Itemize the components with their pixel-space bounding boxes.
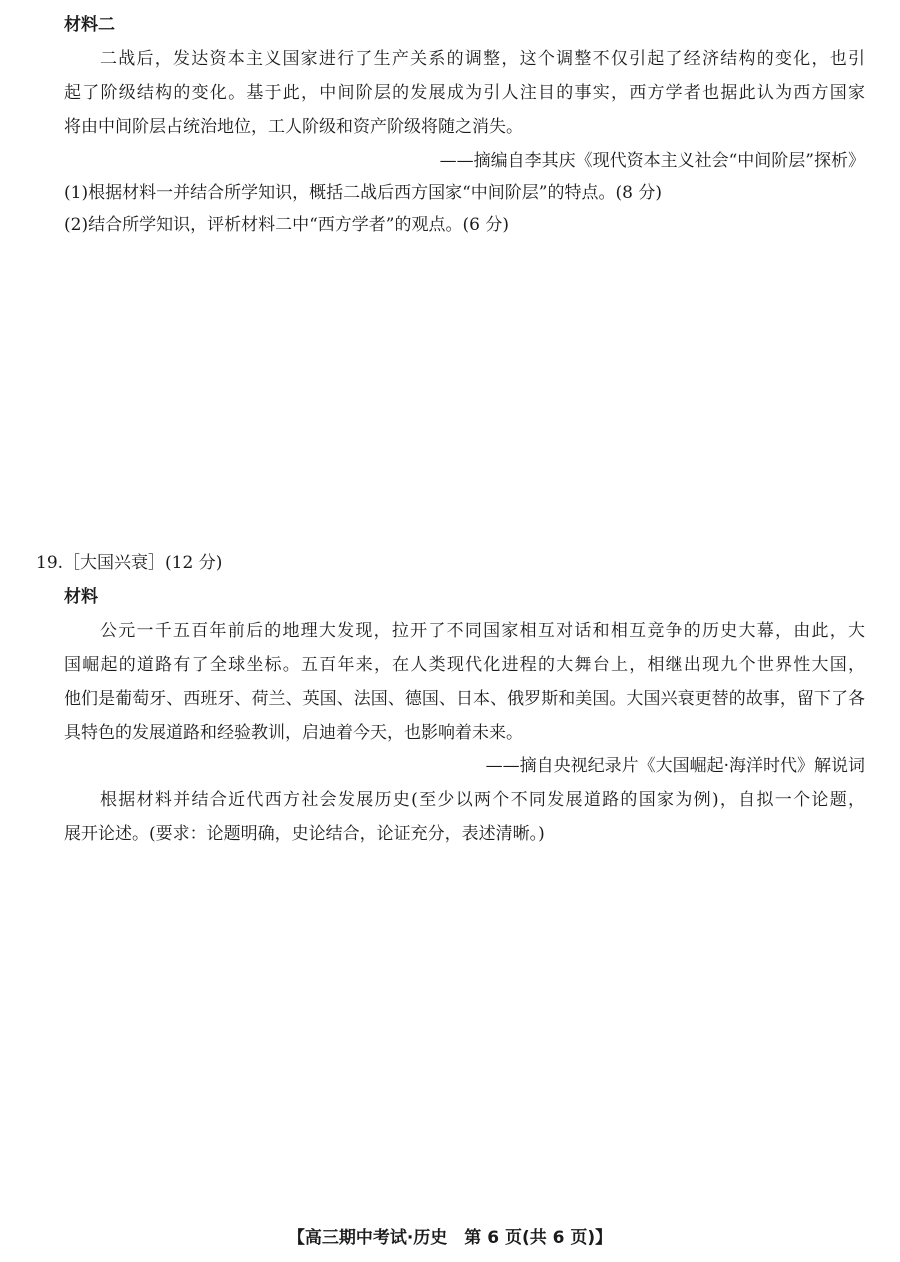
material-two-line-3: 将由中间阶层占统治地位，工人阶级和资产阶级将随之消失。 xyxy=(64,117,523,137)
question-19-material-line-3: 他们是葡萄牙、西班牙、荷兰、英国、法国、德国、日本、俄罗斯和美国。大国兴衰更替的故事，留下了各 xyxy=(64,689,865,709)
question-19-material-heading: 材料 xyxy=(64,587,98,607)
page-footer: 【高三期中考试·历史 第 6 页(共 6 页)】 xyxy=(287,1228,613,1248)
material-two-heading: 材料二 xyxy=(64,15,115,35)
question-19-source: ——摘自央视纪录片《大国崛起·海洋时代》解说词 xyxy=(485,756,865,776)
material-two-line-1: 二战后，发达资本主义国家进行了生产关系的调整，这个调整不仅引起了经济结构的变化，也引 xyxy=(100,49,865,69)
question-19-material-line-1: 公元一千五百年前后的地理大发现，拉开了不同国家相互对话和相互竞争的历史大幕，由此，大 xyxy=(100,621,865,641)
question-19-title: ［大国兴衰］(12 分) xyxy=(63,553,223,573)
question-19-task-line-1: 根据材料并结合近代西方社会发展历史(至少以两个不同发展道路的国家为例)，自拟一个论题， xyxy=(100,790,865,810)
material-two-source: ——摘编自李其庆《现代资本主义社会“中间阶层”探析》 xyxy=(439,151,865,171)
question-19-material-line-4: 具特色的发展道路和经验教训，启迪着今天，也影响着未来。 xyxy=(64,723,523,743)
question-19-material-line-2: 国崛起的道路有了全球坐标。五百年来，在人类现代化进程的大舞台上，相继出现九个世界性大国， xyxy=(64,655,865,675)
material-two-line-2: 起了阶级结构的变化。基于此，中间阶层的发展成为引人注目的事实，西方学者也据此认为西方国家 xyxy=(64,83,865,103)
question-18-part-1: (1)根据材料一并结合所学知识，概括二战后西方国家“中间阶层”的特点。(8 分) xyxy=(64,183,662,203)
question-19-number: 19. xyxy=(36,553,64,573)
question-19-task-line-2: 展开论述。(要求：论题明确，史论结合，论证充分，表述清晰。) xyxy=(64,824,545,844)
question-18-part-2: (2)结合所学知识，评析材料二中“西方学者”的观点。(6 分) xyxy=(64,215,509,235)
question-19-header xyxy=(36,552,222,574)
